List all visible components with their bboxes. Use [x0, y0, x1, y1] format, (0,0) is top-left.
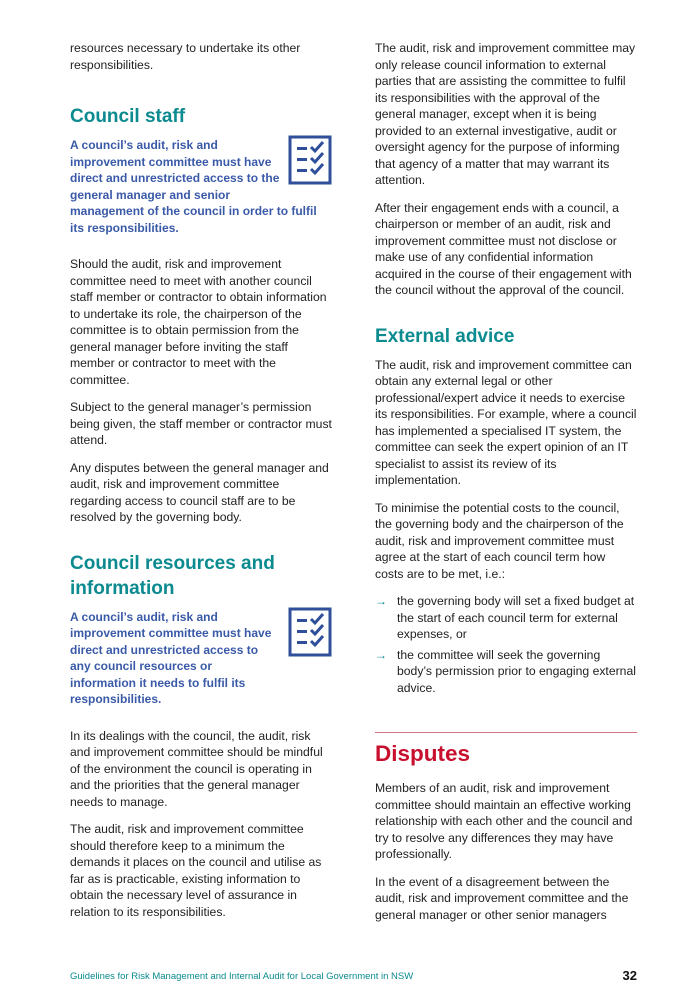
bullet-text: the governing body will set a fixed budget at the start of each council term for external expenses, or — [397, 594, 635, 641]
right-top-paragraph: After their engagement ends with a council, a chairperson or member of an audit, risk and improvement committee must not disclose or make use of any confidential information acquired in the course of their engagement with the council without the approval of the council. — [375, 200, 632, 297]
intro-paragraph: resources necessary to undertake its other responsibilities. — [70, 41, 301, 72]
page-number: 32 — [622, 968, 637, 983]
council-staff-callout-text: A council’s audit, risk and improvement committee must have direct and unrestricted access to the general manager and senior management of the council in order to fulfil its responsibilities. — [70, 138, 317, 235]
disputes-paragraph: Members of an audit, risk and improvement committee should maintain an effective working relationship with each other and the council and try to resolve any differences they may have professionally. — [375, 781, 633, 861]
external-advice-paragraph: To minimise the potential costs to the council, the governing body and the chairperson of the audit, risk and improvement committee must agree at the start of each council term how costs are to be met, i.e.: — [375, 500, 624, 581]
arrow-right-icon: → — [375, 647, 387, 662]
disputes-paragraph: In the event of a disagreement between the audit, risk and improvement committee and the general manager or other senior managers — [375, 874, 629, 922]
right-top-paragraph: The audit, risk and improvement committee may only release council information to external parties that are assisting the committee to fulfil its responsibilities with the approval of the general manager, except when it is being provided to an external investigative, audit or oversight agency for the purpose of informing that agency of a matter that may warrant its attention. — [375, 41, 636, 187]
council-resources-callout-text: A council’s audit, risk and improvement committee must have direct and unrestricted access to any council resources or information it needs to fulfil its responsibilities. — [70, 609, 272, 706]
right-column — [375, 40, 637, 934]
list-item — [375, 647, 637, 697]
council-staff-paragraph: Any disputes between the general manager and audit, risk and improvement committee regarding access to council staff are to be resolved by the governing body. — [70, 460, 329, 524]
external-advice-paragraph: The audit, risk and improvement committee can obtain any external legal or other professional/expert advice it needs to exercise its responsibilities. For example, where a council has implemented a specialised IT system, the committee can seek the expert opinion of an IT specialist to assist its review of its implementation. — [375, 357, 637, 487]
council-resources-heading: Council resources and information — [70, 552, 275, 599]
arrow-right-icon: → — [375, 594, 387, 608]
external-advice-bullet-list — [375, 593, 637, 696]
council-resources-callout — [70, 609, 332, 708]
checklist-icon — [288, 135, 332, 185]
council-staff-callout — [70, 137, 332, 236]
disputes-heading: Disputes — [375, 741, 471, 766]
external-advice-heading: External advice — [375, 325, 515, 347]
list-item — [375, 593, 637, 643]
bullet-text: the committee will seek the governing body’s permission prior to engaging external advice. — [397, 647, 636, 695]
council-staff-paragraph: Subject to the general manager’s permission being given, the staff member or contractor must attend. — [70, 400, 332, 447]
council-resources-paragraph: In its dealings with the council, the audit, risk and improvement committee should be mindful of the environment the council is operating in and the priorities that the general manager needs to manage. — [70, 728, 323, 809]
council-staff-paragraph: Should the audit, risk and improvement committee need to meet with another council staff member or contractor to obtain information to undertake its role, the chairperson of the committee is to obtain permission from the general manager before inviting the staff member or contractor to meet with the committee. — [70, 257, 327, 387]
council-resources-paragraph: The audit, risk and improvement committee should therefore keep to a minimum the demands it places on the council and utilise as far as is practicable, existing information to obtain the necessary level of assurance in relation to its responsibilities. — [70, 822, 322, 919]
council-staff-heading: Council staff — [70, 106, 186, 127]
section-divider — [375, 732, 637, 733]
footer-text: Guidelines for Risk Management and Internal Audit for Local Government in NSW — [70, 971, 414, 982]
left-column — [70, 40, 332, 931]
checklist-icon — [288, 607, 332, 657]
